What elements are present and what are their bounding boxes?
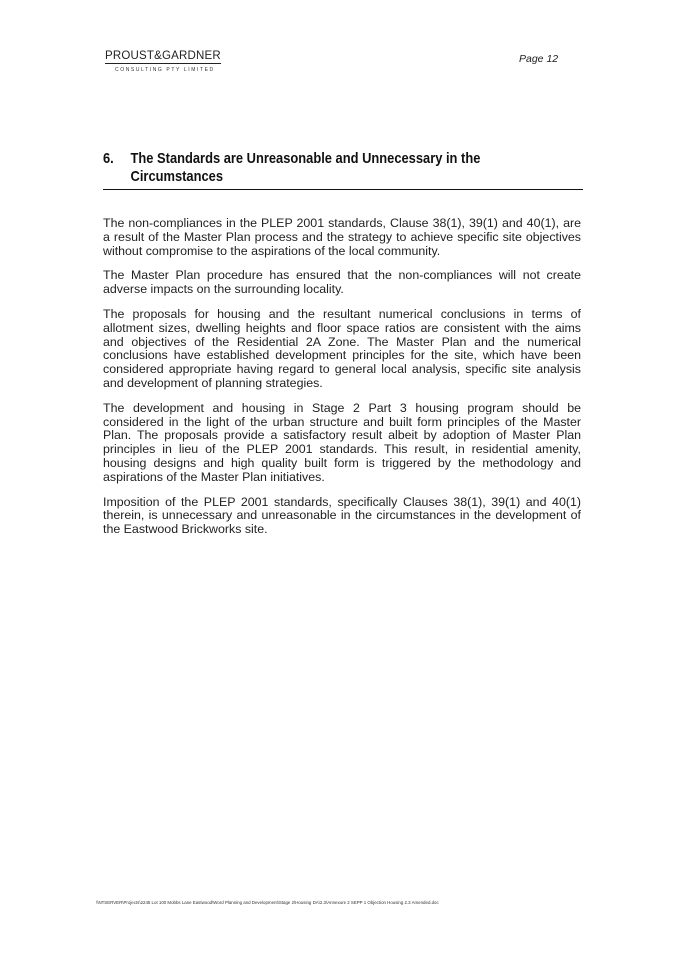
section-number: 6. — [103, 150, 114, 167]
section-title-line-1: The Standards are Unreasonable and Unnecessary in the — [130, 150, 481, 167]
paragraph-2: The Master Plan procedure has ensured that the non-compliances will not create adverse impacts on the surrounding locality. — [103, 268, 581, 297]
company-name: PROUST&GARDNER — [105, 50, 221, 62]
section-title — [131, 150, 578, 186]
footer-file-path: \\NTSERVER\Projects\2245 Lot 100 Mobbs Lane Eastwood\Word Planning and Development\Stage 2\Housing DA\2.3\Annexure 2 SEPP 1 Objection Housing 2.3 Amended.doc — [96, 900, 439, 905]
heading-rule — [103, 189, 583, 190]
company-logo — [105, 46, 221, 73]
paragraph-1: The non-compliances in the PLEP 2001 standards, Clause 38(1), 39(1) and 40(1), are a result of the Master Plan process and the strategy to achieve specific site objectives without compromise to the aspirations of the local community. — [103, 216, 581, 258]
paragraph-5: Imposition of the PLEP 2001 standards, specifically Clauses 38(1), 39(1) and 40(1) therein, is unnecessary and unreasonable in the circumstances in the development of the Eastwood Brickworks site. — [103, 494, 581, 537]
paragraph-4: The development and housing in Stage 2 Part 3 housing program should be considered in the light of the urban structure and built form principles of the Master Plan. The proposals provide a satisfactory result albeit by adoption of Master Plan principles in lieu of the PLEP 2001 standards. This result, in residential amenity, housing designs and high quality built form is triggered by the methodology and aspirations of the Master Plan initiatives. — [103, 400, 581, 484]
section-title-line-2: Circumstances — [130, 168, 224, 185]
company-subtitle: CONSULTING PTY LIMITED — [115, 67, 215, 73]
page-number: Page 12 — [519, 53, 559, 65]
section-body — [103, 217, 581, 548]
paragraph-3: The proposals for housing and the resultant numerical conclusions in terms of allotment sizes, dwelling heights and floor space ratios are consistent with the aims and objectives of the Residential 2A Zone. The Master Plan and the numerical conclusions have established development principles for the site, which have been considered appropriate having regard to general local analysis, specific site analysis and development of planning strategies. — [103, 306, 581, 390]
